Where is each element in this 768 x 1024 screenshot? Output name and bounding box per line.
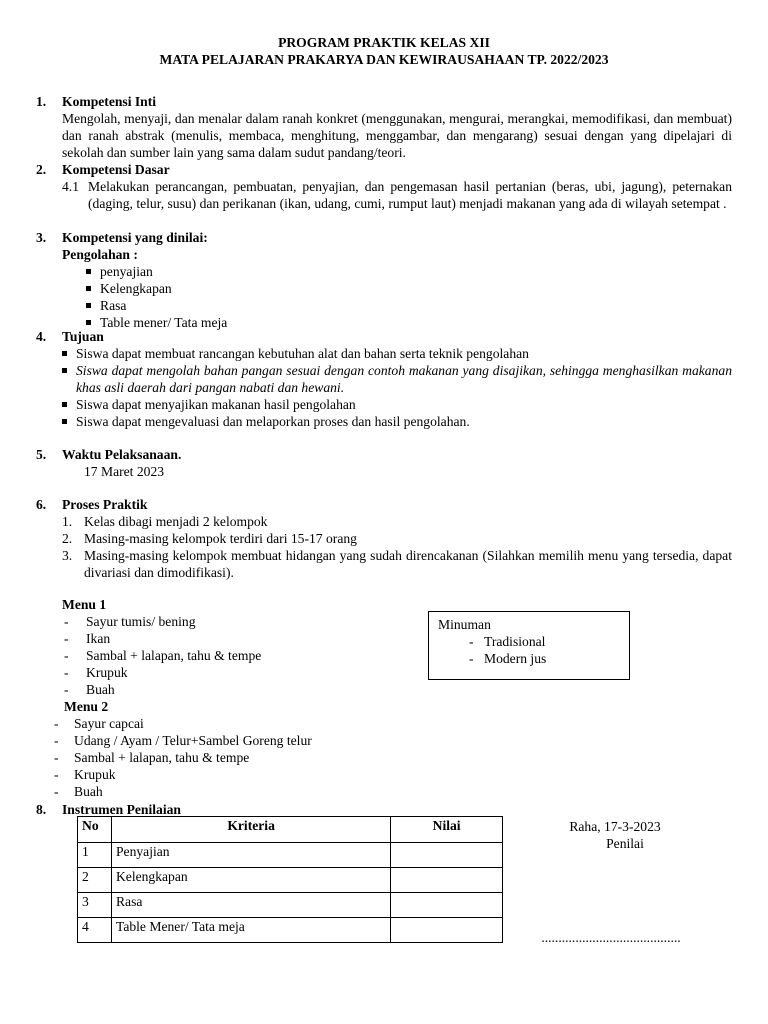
list-item: Siswa dapat mengolah bahan pangan sesuai dengan contoh makanan yang disajikan, sehingga menghasilkan makanan khas asli daerah dari pangan nabati dan hewani. xyxy=(58,362,732,396)
section-waktu xyxy=(36,446,732,480)
minuman-box xyxy=(428,611,630,680)
section-kompetensi-inti xyxy=(36,93,732,161)
list-item: Siswa dapat membuat rancangan kebutuhan alat dan bahan serta teknik pengolahan xyxy=(58,345,732,362)
menu-1 xyxy=(62,596,422,698)
step-number: 3. xyxy=(62,548,73,563)
cell-kriteria: Rasa xyxy=(111,893,390,918)
minuman-heading: Minuman xyxy=(438,617,491,632)
criteria-list xyxy=(82,263,732,331)
section-number: 1. xyxy=(36,94,47,109)
cell-nilai[interactable] xyxy=(391,843,503,868)
section-heading xyxy=(36,328,732,345)
menu-heading: Menu 1 xyxy=(62,597,107,612)
list-item: - Buah xyxy=(62,681,422,698)
minuman-list xyxy=(438,633,629,667)
table-header-row xyxy=(78,817,503,843)
list-item: penyajian xyxy=(82,263,732,280)
cell-nilai[interactable] xyxy=(391,893,503,918)
sub-heading: Pengolahan : xyxy=(62,247,138,262)
section-tujuan xyxy=(36,328,732,430)
kd-item-text: Melakukan perancangan, pembuatan, penyajian, dan pengemasan hasil pertanian (beras, ubi, jagung), peternakan (daging, telur, susu) dan perikanan (ikan, udang, cumi, rumput laut) menjadi makanan yang ada di wilayah setempat . xyxy=(88,179,732,211)
list-item xyxy=(62,547,732,581)
list-item: Rasa xyxy=(82,297,732,314)
goals-list xyxy=(58,345,732,430)
kd-item-number: 4.1 xyxy=(62,179,79,194)
cell-no: 2 xyxy=(78,868,112,893)
signature-line: ......................................... xyxy=(541,930,681,945)
column-header: No xyxy=(78,817,112,843)
list-item xyxy=(62,513,732,530)
list-item: Kelengkapan xyxy=(82,280,732,297)
section-title: Kompetensi yang dinilai: xyxy=(62,230,208,245)
section-title: Kompetensi Inti xyxy=(62,94,157,109)
column-header: Kriteria xyxy=(111,817,390,843)
signature-role: Penilai xyxy=(606,836,644,851)
table-row xyxy=(78,893,503,918)
doc-title-line-2: MATA PELAJARAN PRAKARYA DAN KEWIRAUSAHAAN TP. 2022/2023 xyxy=(159,52,609,67)
list-item: - Sayur capcai xyxy=(52,715,452,732)
list-item: Siswa dapat menyajikan makanan hasil pengolahan xyxy=(58,396,732,413)
cell-no: 1 xyxy=(78,843,112,868)
list-item: - Sambal + lalapan, tahu & tempe xyxy=(62,647,422,664)
section-number: 4. xyxy=(36,329,47,344)
menu-2-list xyxy=(52,715,452,800)
cell-kriteria: Penyajian xyxy=(111,843,390,868)
section-kompetensi-dinilai xyxy=(36,229,732,331)
kd-item xyxy=(62,178,732,212)
section-body: Mengolah, menyaji, dan menalar dalam ranah konkret (menggunakan, mengurai, merangkai, memodifikasi, dan membuat) dan ranah abstrak (menulis, membaca, menghitung, menggambar, dan mengarang) sesuai dengan yang dipelajari di sekolah dan sumber lain yang sama dalam sudut pandang/teori. xyxy=(62,111,732,160)
list-item: - Ikan xyxy=(62,630,422,647)
section-number: 3. xyxy=(36,230,47,245)
section-heading xyxy=(36,446,732,463)
list-item: - Krupuk xyxy=(52,766,452,783)
section-heading xyxy=(36,496,732,513)
assessment-table xyxy=(77,816,503,943)
column-header: Nilai xyxy=(391,817,503,843)
section-title: Tujuan xyxy=(62,329,104,344)
list-item: - Udang / Ayam / Telur+Sambel Goreng telur xyxy=(52,732,452,749)
menu-2 xyxy=(52,698,452,800)
list-item: - Buah xyxy=(52,783,452,800)
cell-no: 4 xyxy=(78,918,112,943)
table-row xyxy=(78,843,503,868)
cell-no: 3 xyxy=(78,893,112,918)
section-kompetensi-dasar xyxy=(36,161,732,212)
section-number: 2. xyxy=(36,162,47,177)
list-item: - Tradisional xyxy=(460,633,629,650)
menu-1-list xyxy=(62,613,422,698)
menu-heading: Menu 2 xyxy=(64,699,109,714)
list-item: Siswa dapat mengevaluasi dan melaporkan proses dan hasil pengolahan. xyxy=(58,413,732,430)
steps-list xyxy=(62,513,732,581)
cell-kriteria: Kelengkapan xyxy=(111,868,390,893)
list-item: - Krupuk xyxy=(62,664,422,681)
section-number: 6. xyxy=(36,497,47,512)
signature-place-date: Raha, 17-3-2023 xyxy=(569,819,661,834)
section-heading xyxy=(36,229,732,246)
section-title: Waktu Pelaksanaan. xyxy=(62,447,182,462)
doc-title-line-1: PROGRAM PRAKTIK KELAS XII xyxy=(278,35,490,50)
section-number: 8. xyxy=(36,802,47,817)
step-text: Masing-masing kelompok membuat hidangan yang sudah direncakanan (Silahkan memilih menu yang tersedia, dapat divariasi dan dimodifikasi). xyxy=(84,548,732,580)
execution-date: 17 Maret 2023 xyxy=(84,464,165,479)
section-proses-praktik xyxy=(36,496,732,581)
cell-nilai[interactable] xyxy=(391,868,503,893)
section-title: Proses Praktik xyxy=(62,497,148,512)
step-number: 1. xyxy=(62,514,73,529)
step-text: Masing-masing kelompok terdiri dari 15-17 orang xyxy=(84,531,357,546)
step-text: Kelas dibagi menjadi 2 kelompok xyxy=(84,514,268,529)
section-number: 5. xyxy=(36,447,47,462)
section-title: Instrumen Penilaian xyxy=(62,802,181,817)
table-row xyxy=(78,868,503,893)
section-heading xyxy=(36,93,732,110)
table-row xyxy=(78,918,503,943)
cell-nilai[interactable] xyxy=(391,918,503,943)
list-item: - Sambal + lalapan, tahu & tempe xyxy=(52,749,452,766)
cell-kriteria: Table Mener/ Tata meja xyxy=(111,918,390,943)
section-title: Kompetensi Dasar xyxy=(62,162,170,177)
step-number: 2. xyxy=(62,531,73,546)
list-item: - Sayur tumis/ bening xyxy=(62,613,422,630)
section-heading xyxy=(36,161,732,178)
list-item xyxy=(62,530,732,547)
list-item: Table mener/ Tata meja xyxy=(82,314,732,331)
list-item: - Modern jus xyxy=(460,650,629,667)
